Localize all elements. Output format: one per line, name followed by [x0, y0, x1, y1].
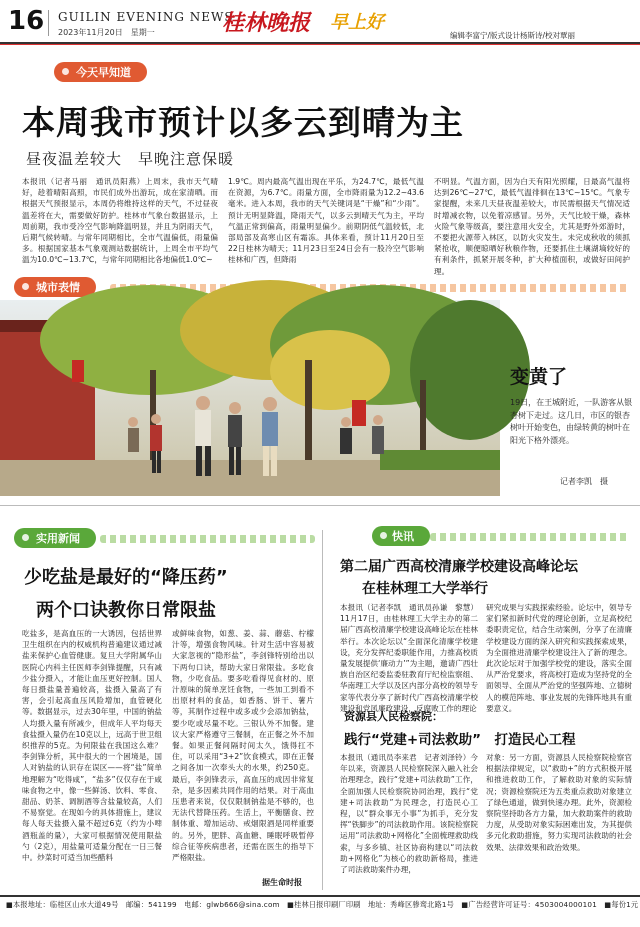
- section-divider: [0, 505, 640, 506]
- photo-credit: 记者李凯 摄: [560, 477, 608, 486]
- editor-credits: 编辑李富宁/版式设计杨斯诗/校对覃丽: [450, 31, 576, 40]
- forum-headline: 第二届广西高校清廉学校建设高峰论坛: [340, 559, 578, 575]
- salt-source: 据生命时报: [262, 878, 302, 887]
- section-tag-flash: 快讯: [372, 526, 430, 546]
- paper-name-english: GUILIN EVENING NEWS: [58, 10, 234, 24]
- salt-column-1: 吃盐多，是高血压的一大诱因，包括世界卫生组织在内的权威机构普遍建议通过减盐来保护心血管健康。复旦大学附属华山医院心内科主任医师李剑锋提醒，只有减少盐分摄入，才能让血压更好控制。国人每日摄盐量普遍较高，盐摄入量高了有害，会引起高血压风险增加，血管硬化等。数据显示，过去30年里，中国的钠盐人均摄入量有所减少，但成年人平均每天食盐摄入量仍在10克以上，远高于世卫组织推荐的5克。为何限盐在我国这么难？李剑锋分析，其中很大的一个困境是，国人对钠盐的认识存在误区——将“盐”简单地理解为“吃得咸”，“盐多”仅仅存在于咸味食物之中，像一些鲜汤、饮料、零食、甜品、奶茶、调制酒等含盐量较高，人们不易察觉。在现如今的具体措施上，建议每人每天盐摄入量不超过6克（约为小啤酒瓶盖的量），大家可根据情况使用限盐勺（2克），用盐量可适量分配在一日三餐中。炒菜时可适当加些醋料: [22, 629, 162, 863]
- issue-date: 2023年11月20日 星期一: [58, 28, 155, 37]
- procuratorate-kicker: 资源县人民检察院：: [344, 710, 443, 723]
- procuratorate-headline: 践行“党建+司法救助” 打造民心工程: [344, 732, 576, 748]
- header-divider: [48, 10, 49, 36]
- weather-headline: 本周我市预计以多云到晴为主: [22, 103, 464, 142]
- section-tag-city: 城市表情: [14, 277, 96, 297]
- column-divider: [322, 530, 323, 890]
- weather-column-3: 不明显。气温方面，因为白天有阳光照耀，日最高气温将达到26℃~27℃，最低气温徘徊在13℃~15℃。气象专家提醒，未来几天昼夜温差较大，市民需根据天气情况适时增减衣物，以免着凉感冒。另外，天气比较干燥，森林火险气象等级高，要注意用火安全，尤其是野外郊游时，不要把火源带入林区，以防火灾发生。未完成秋收的须抓紧抢收，顺便晾晒好秋粮作物，还要抓住土壤湖墒较好的有利条件，抓紧开展冬种，扩大种植面积，或做好田间护理。: [434, 177, 630, 276]
- procuratorate-column-2: 对象：另一方面，资源县人民检察院检察官根据法律规定，以“救助+”的方式积极开展和推进救助工作，了解救助对象的实际情况；资源检察院还为五类重点救助对象建立了绿色通道，做到快速办理。此外，资源检察院坚持助各方力量，加大救助案件的救助力度，从受助对象实际困难出发，为其提供多元化救助措施，努力实现司法救助的社会效果、法律效果和政治效果。: [486, 753, 632, 852]
- weather-column-1: 本报讯（记者马丽 通讯员阳燕）上周末，我市天气晴好，趁着晴阳高照，市民们成外出游玩，成在家清晒。而根据天气预报显示，本周仍将维持这样的天气，不过昼夜温差将在大，需要做好防护。桂林市气象台数据显示，上周前期，我市受冷空气影响降温明显，并且为阴雨天气，后期气候转晴。与常年同期相比，全市气温偏低，雨量偏多。根据国家基本气象观测站数据统计，上周全市平均气温为10.0℃~13.7℃，与常年同期相比各地偏低1.0℃~: [22, 177, 218, 265]
- forum-headline-line2: 在桂林理工大学举行: [362, 581, 488, 597]
- photo-caption: 19日，在王城附近，一队游客从银杏树下走过。这几日，市区的银杏树叶开始变色，由绿转黄的树叶在阳光下格外漂亮。: [510, 398, 633, 445]
- news-photo-ginkgo: [0, 300, 500, 496]
- header-rule: [0, 44, 640, 45]
- photo-illustration: [0, 300, 500, 496]
- decorative-wave-green: [100, 535, 315, 543]
- procuratorate-column-1: 本报讯（通讯员李来君 记者刘泽铃）今年以来，资源县人民检察院深入融入社会治理理念，践行“党建+司法救助”工作，全面加强人民检察院协同治理，践行“党建+司法救助”为民理念，打造民心工程，以“群众事无小事”为抓手，充分发挥“铁脚步”的司法救助作用。该院检察院运用“司法救助+网格化”全面梳理救助线索，与多乡镇、社区协商构建以“司法救助+网格化”为核心的救助新格局，推进了司法救助案件办理，: [340, 753, 478, 875]
- paper-logo: 桂林晚报: [222, 10, 311, 36]
- decorative-wave-green-2: [430, 533, 630, 541]
- weather-column-2: 1.9℃。周内最高气温出现在平乐，为24.7℃，最低气温在资源，为6.7℃。雨量方面，全市降雨量为12.2~43.6毫米。进入本周，我市的天气关键词是“干燥”和“少雨”。预计无明显降温，降雨天气，以多云到晴天气为主，平均气温正常到偏高，雨量明显偏少。前期阴低气温较低，北部局部及高寒山区有霜冻。具体来看，预计11月20日至22日桂林为晴天；11月23日至24日会有一股冷空气影响桂林和广西，但降雨: [228, 177, 424, 265]
- forum-column-2: 研究成果与实践探索经验。论坛中，领导专家们紧扣新时代党的理论创新，立足高校纪委职责定位，结合生动案例，分享了在清廉学校建设方面的深入研究和实践探索成果，为全面推进清廉学校建设注入了新的理念。此次论坛对于加强学校党的建设，落实全面从严治党要求，将高校打造成为坚持党的全面领导、全面从严治党的坚强阵地、立德树人的模范阵地、事业发展的先锋阵地具有重要意义。: [486, 603, 632, 713]
- photo-title: 变黄了: [510, 366, 568, 388]
- page-number: 16: [8, 6, 45, 36]
- footer-info: ■本报地址：临桂区山水大道49号 邮编：541199 电邮：glwb666@sina.com ■桂林日报印刷厂印刷 地址：秀峰区骖鸾北路1号 ■广告经营许可证号：4503004000101 ■每份1元: [6, 900, 639, 909]
- weather-subhead: 昼夜温差较大 早晚注意保暖: [26, 150, 235, 168]
- section-tag-today: 今天早知道: [54, 62, 147, 82]
- salt-column-2: 或鲜味食物，如葱、姜、蒜、蘑菇、柠檬汁等，增强食物风味。针对生活中容易被大家忽视的“隐形盐”，李剑锋特别给出以下两句口诀，帮助大家日常限盐。多吃食物，少吃食品。要多吃看得见食材的、原汁原味的简单烹饪食物，一些加工到看不出原材料的食品，如香肠、饼干、薯片等，其制作过程中或多或少会添加钠盐，要少吃或尽量不吃。三银认外不加餐。建议大家严格遵守三餐制，在正餐之外不加餐。如果正餐间隔时间太久，饿得扛不住，可以采用“3+2”饮食模式，即在正餐之间各加一次奉头大的水果，约250克。最后，李剑锋表示，高血压的成因非常复杂，是多因素共同作用的结果。对于高血压患者来说，仅仅限制钠盐是不够的，也无法代替降压药。生活上，平衡膳食、控制体重、增加运动、戒烟限酒是同样重要的。另外，肥胖、高血糖、睡眠呼吸暂停综合征等疾病患者，还需在医生的指导下严格限盐。: [172, 629, 314, 863]
- section-tag-practical: 实用新闻: [14, 528, 96, 548]
- salt-headline: 少吃盐是最好的“降压药”: [24, 567, 228, 588]
- forum-column-1: 本报讯（记者李凯 通讯员孙谦 黎慧）11月17日，由桂林理工大学主办的第二届广西高校清廉学校建设高峰论坛在桂林举行。本次论坛以“全面深化清廉学校建设，充分发挥纪委职能作用，力推高校质量发展提供‘廉动力’”为主题，邀请广西壮族自治区纪委监委驻教育厅纪检监察组、华南理工大学以及区内部分高校的领导专家等代表分享了新时代广西高校清廉学校建设和党风廉政建设，反腐败工作的理论: [340, 603, 478, 713]
- page-slogan: 早上好: [330, 12, 384, 33]
- salt-subheadline: 两个口诀教你日常限盐: [36, 600, 216, 621]
